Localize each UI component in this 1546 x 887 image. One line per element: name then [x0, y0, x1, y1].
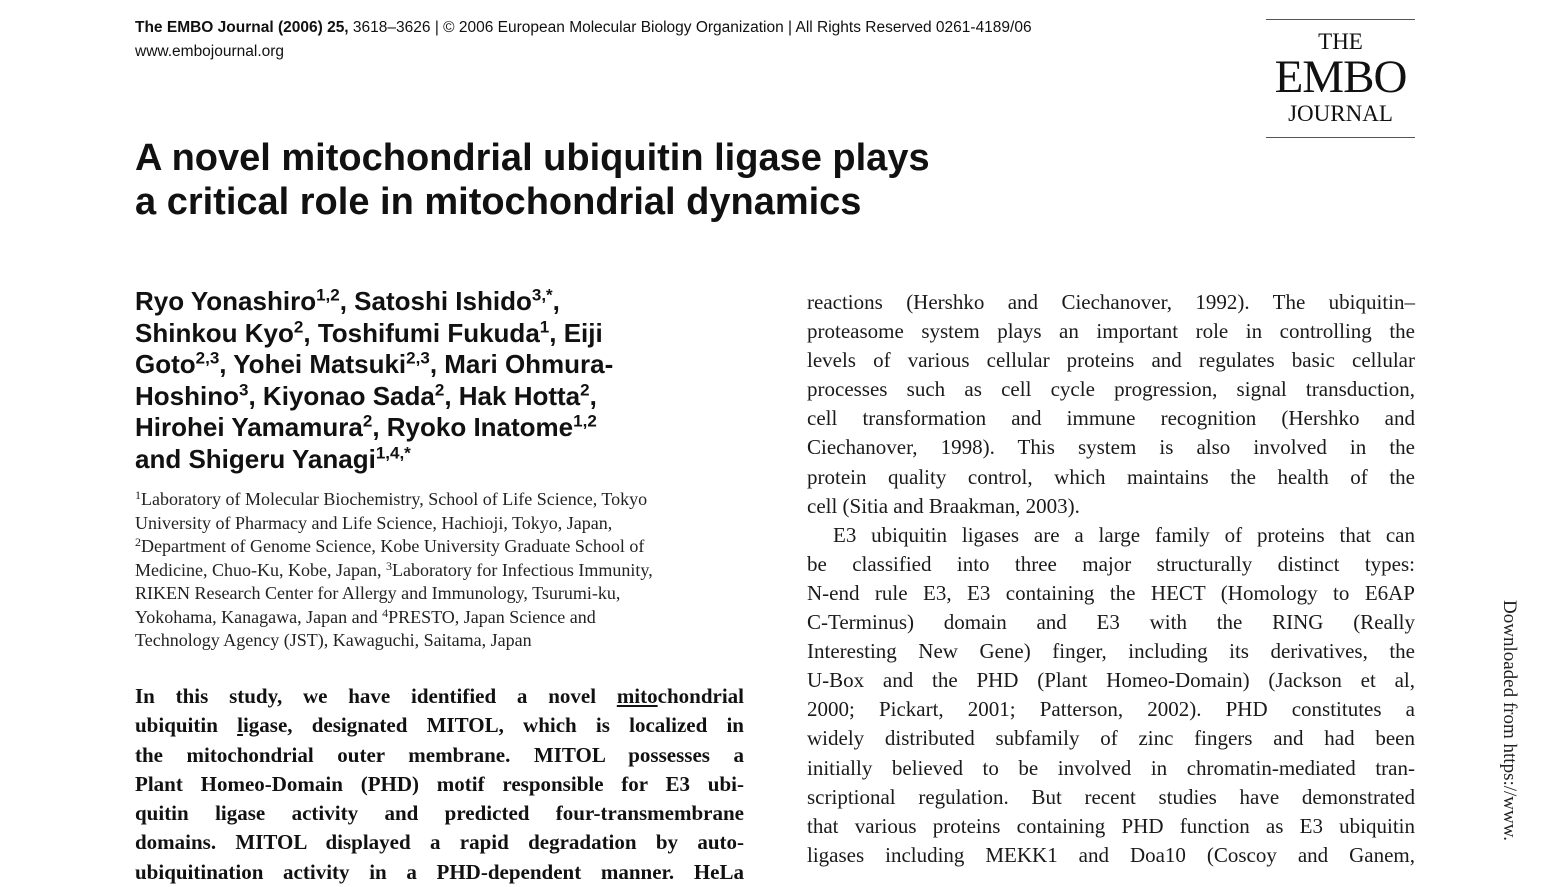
- author-line: [135, 318, 755, 350]
- author-name: Hirohei Yamamura: [135, 412, 363, 442]
- body-text-column: [807, 288, 1415, 870]
- author-affiliation-sup: 2: [293, 317, 304, 337]
- abstract-underlined-text: l: [237, 713, 243, 738]
- affiliation-text: Medicine, Chuo-Ku, Kobe, Japan,: [135, 559, 386, 580]
- author-affiliation-sup: 1,2: [316, 285, 340, 305]
- body-text-line: that various proteins containing PHD function as E3 ubiquitin: [807, 813, 1415, 838]
- download-source-sidebar[interactable]: Downloaded from https://www.: [1499, 600, 1520, 841]
- affiliation-line: Technology Agency (JST), Kawaguchi, Saitama, Japan: [135, 630, 532, 650]
- body-text-line: N-end rule E3, E3 containing the HECT (Homology to E6AP: [807, 580, 1415, 605]
- affiliations: [135, 488, 747, 653]
- abstract-underlined-text: mito: [616, 684, 658, 708]
- author-line: [135, 286, 755, 318]
- abstract-text: In this study, we have identified a novel: [135, 684, 617, 708]
- affiliation-text: PRESTO, Japan Science and: [388, 606, 596, 627]
- body-text-line: proteasome system plays an important role in controlling the: [807, 319, 1415, 344]
- embo-journal-logo: [1266, 19, 1415, 138]
- affiliation-text: Laboratory for Infectious Immunity,: [391, 559, 653, 580]
- body-text-line: cell (Sitia and Braakman, 2003).: [807, 493, 1080, 518]
- affiliation-line: [135, 488, 747, 512]
- author-affiliation-sup: 3: [239, 380, 249, 400]
- body-text-line: widely distributed subfamily of zinc fingers and had been: [807, 726, 1415, 751]
- author-affiliation-sup: 2: [362, 411, 373, 431]
- affiliation-text: Department of Genome Science, Kobe University Graduate School of: [141, 536, 645, 556]
- affiliation-marker: 1: [135, 488, 141, 502]
- affiliation-text: Laboratory of Molecular Biochemistry, School of Life Science, Tokyo: [141, 489, 648, 509]
- author-name: , Eiji: [549, 317, 603, 348]
- journal-url[interactable]: www.embojournal.org: [135, 43, 285, 60]
- body-text-line: initially believed to be involved in chromatin-mediated tran-: [807, 755, 1415, 780]
- body-text-line: processes such as cell cycle progression, signal transduction,: [807, 377, 1415, 402]
- author-line: [135, 381, 755, 413]
- author-name: Goto: [135, 349, 196, 379]
- author-name: , Kiyonao Sada: [248, 380, 435, 411]
- body-text-line: C-Terminus) domain and E3 with the RING (Really: [807, 610, 1415, 635]
- body-text-line: 2000; Pickart, 2001; Patterson, 2002). PHD constitutes a: [807, 697, 1415, 722]
- author-affiliation-sup: 1,4,*: [375, 443, 411, 463]
- article-title: [135, 136, 1075, 224]
- author-line: [135, 349, 755, 381]
- journal-citation-bold: The EMBO Journal (2006) 25,: [135, 19, 349, 36]
- affiliation-line: RIKEN Research Center for Allergy and Immunology, Tsurumi-ku,: [135, 583, 621, 603]
- body-text-line: be classified into three major structurally distinct types:: [807, 551, 1415, 576]
- body-text-line: protein quality control, which maintains the health of the: [807, 464, 1415, 489]
- affiliation-line: [135, 535, 747, 559]
- author-affiliation-sup: 1,2: [573, 411, 597, 431]
- author-name: , Hak Hotta: [444, 380, 581, 411]
- affiliation-marker: 4: [382, 605, 389, 620]
- affiliation-line: [135, 606, 747, 630]
- abstract: [135, 682, 744, 887]
- body-text-line: scriptional regulation. But recent studies have demonstrated: [807, 784, 1415, 809]
- body-text-line: E3 ubiquitin ligases are a large family of proteins that can: [833, 522, 1415, 547]
- author-name: and Shigeru Yanagi: [135, 443, 376, 474]
- author-line: [135, 444, 755, 476]
- abstract-line: quitin ligase activity and predicted four-transmembrane: [135, 801, 744, 826]
- journal-citation-header: [135, 19, 1032, 37]
- body-text-line: Ciechanover, 1998). This system is also involved in the: [807, 435, 1415, 460]
- abstract-line: Plant Homeo-Domain (PHD) motif responsible for E3 ubi-: [135, 771, 744, 796]
- journal-citation-rest: 3618–3626 | © 2006 European Molecular Biology Organization | All Rights Reserved 0261-4189/06: [348, 19, 1032, 36]
- body-text-line: Interesting New Gene) finger, including its derivatives, the: [807, 639, 1415, 664]
- affiliation-marker: 3: [385, 558, 392, 573]
- abstract-line: domains. MITOL displayed a rapid degradation by auto-: [135, 830, 744, 855]
- logo-line-the: THE: [1318, 29, 1363, 54]
- author-affiliation-sup: 3,*: [531, 285, 553, 305]
- body-text-line: levels of various cellular proteins and regulates basic cellular: [807, 348, 1415, 373]
- author-separator: ,: [552, 286, 560, 316]
- abstract-line: [135, 711, 744, 740]
- author-name: , Satoshi Ishido: [339, 286, 532, 316]
- author-line: [135, 412, 755, 444]
- author-name: , Ryoko Inatome: [372, 412, 574, 442]
- affiliation-marker: 2: [135, 535, 141, 549]
- body-text-line: ligases including MEKK1 and Doa10 (Coscoy and Ganem,: [807, 842, 1415, 867]
- author-name: , Toshifumi Fukuda: [303, 317, 540, 348]
- author-name: Hoshino: [135, 380, 239, 411]
- abstract-text: igase, designated MITOL, which is localized in: [242, 713, 744, 738]
- author-name: Shinkou Kyo: [135, 317, 294, 348]
- abstract-text: ubiquitin: [135, 713, 238, 738]
- abstract-line: [135, 682, 744, 711]
- body-text-line: cell transformation and immune recognition (Hershko and: [807, 406, 1415, 431]
- author-name: , Yohei Matsuki: [219, 349, 407, 379]
- logo-line-embo: EMBO: [1274, 51, 1407, 103]
- body-text-line: reactions (Hershko and Ciechanover, 1992). The ubiquitin–: [807, 290, 1415, 314]
- abstract-line: ubiquitination activity in a PHD-dependent manner. HeLa: [135, 859, 744, 884]
- author-affiliation-sup: 2: [434, 380, 445, 400]
- author-list: [135, 286, 755, 475]
- author-name: Ryo Yonashiro: [135, 286, 317, 316]
- affiliation-line: [135, 559, 747, 583]
- affiliation-line: University of Pharmacy and Life Science, Hachioji, Tokyo, Japan,: [135, 512, 613, 533]
- abstract-text: chondrial: [657, 684, 744, 708]
- title-line: a critical role in mitochondrial dynamics: [135, 181, 862, 223]
- author-affiliation-sup: 1: [539, 317, 550, 337]
- logo-line-journal: JOURNAL: [1288, 101, 1393, 126]
- author-name: , Mari Ohmura-: [429, 349, 614, 379]
- author-affiliation-sup: 2,3: [406, 348, 430, 368]
- body-text-line: U-Box and the PHD (Plant Homeo-Domain) (Jackson et al,: [807, 668, 1415, 693]
- affiliation-text: Yokohama, Kanagawa, Japan and: [135, 606, 383, 627]
- author-affiliation-sup: 2,3: [195, 348, 220, 368]
- author-affiliation-sup: 2: [580, 380, 590, 400]
- title-line: A novel mitochondrial ubiquitin ligase plays: [135, 137, 930, 179]
- author-separator: ,: [589, 380, 597, 411]
- abstract-line: the mitochondrial outer membrane. MITOL possesses a: [135, 742, 744, 767]
